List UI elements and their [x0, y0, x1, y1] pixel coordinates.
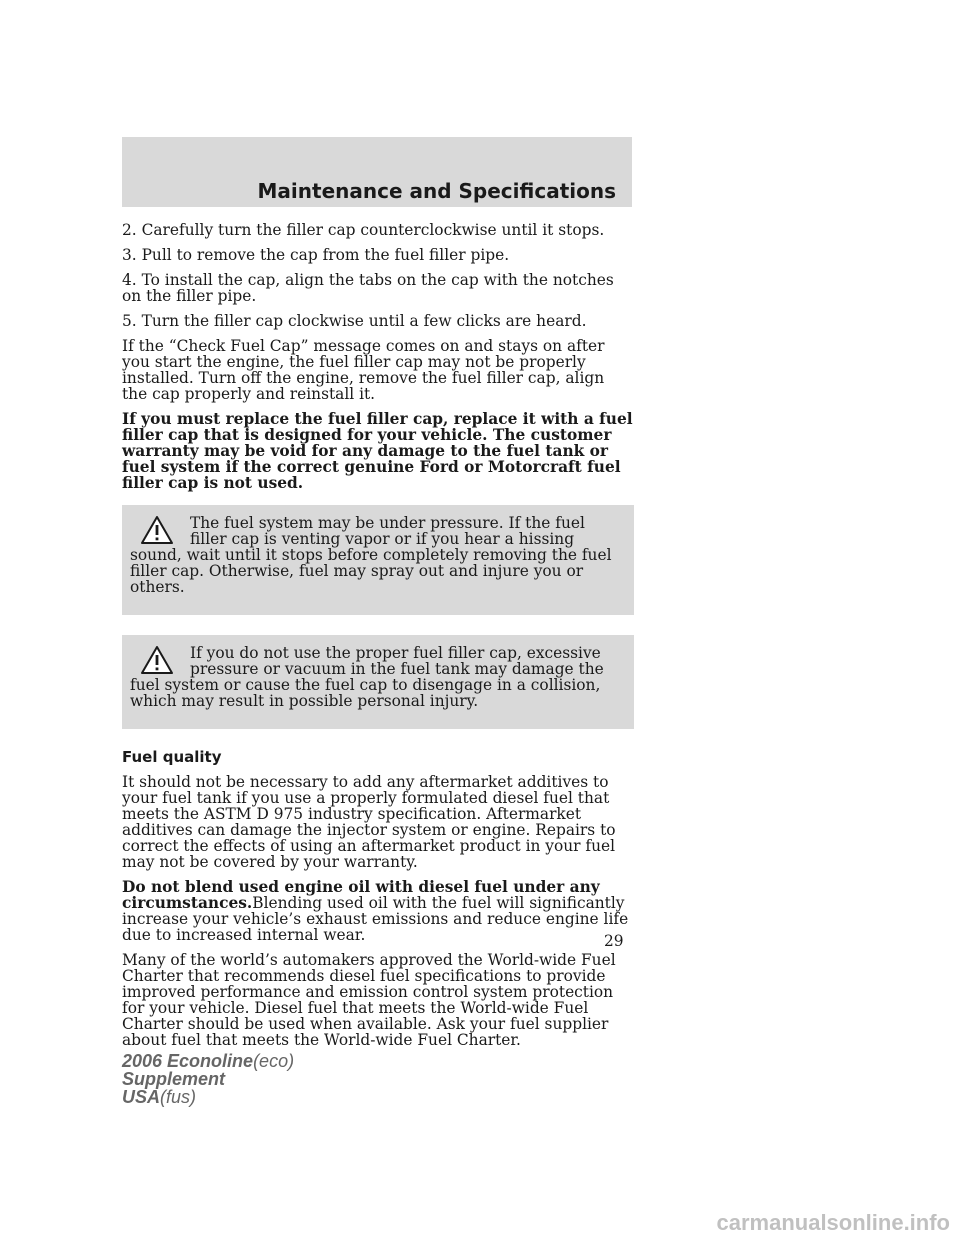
warning-box — [122, 635, 634, 729]
blend-bold-lead: Do not blend used engine oil with diesel fuel under any circumstances. — [122, 878, 600, 912]
section-header-band — [122, 137, 632, 207]
footer-model: 2006 Econoline — [122, 1051, 254, 1071]
fuel-charter-paragraph: Many of the world’s automakers approved the World-wide Fuel Charter that recommends diesel fuel specifications to provide improved performance and emission control system protection for your vehicle. Diesel fuel that meets the World-wide Fuel Charter should be used when available. Ask your fuel supplier about fuel that meets the World-wide Fuel Charter. — [122, 951, 616, 1049]
step-5: 5. Turn the filler cap clockwise until a few clicks are heard. — [122, 312, 587, 330]
fuel-quality-paragraph: It should not be necessary to add any aftermarket additives to your fuel tank if you use a properly formulated diesel fuel that meets the ASTM D 975 industry specification. Aftermarket additives can damage the injector system or engine. Repairs to correct the effects of using an aftermarket product in your fuel may not be covered by your warranty. — [122, 773, 616, 871]
blend-paragraph — [122, 879, 634, 943]
warning-text: If you do not use the proper fuel filler cap, excessive pressure or vacuum in the fuel tank may damage the fuel system or cause the fuel cap to disengage in a collision, which may result in possible personal injury. — [130, 644, 604, 710]
section-title: Maintenance and Specifications — [257, 179, 616, 203]
check-fuel-cap-paragraph: If the “Check Fuel Cap” message comes on and stays on after you start the engine, the fuel filler cap may not be properly installed. Turn off the engine, remove the fuel filler cap, align the cap properly and reinstall it. — [122, 337, 605, 403]
warning-box — [122, 505, 634, 615]
warning-text: The fuel system may be under pressure. If the fuel filler cap is venting vapor or if you hear a hissing sound, wait until it stops before completely removing the fuel filler cap. Otherwise, fuel may spray out and injure you or others. — [130, 514, 612, 596]
footer-market-code: (fus) — [160, 1087, 197, 1107]
page-content — [122, 222, 634, 1057]
footer-supplement: Supplement — [122, 1069, 226, 1089]
replace-cap-notice: If you must replace the fuel filler cap, replace it with a fuel filler cap that is designed for your vehicle. The customer warranty may be void for any damage to the fuel tank or fuel system if the correct genuine Ford or Motorcraft fuel filler cap is not used. — [122, 410, 633, 492]
footer-model-code: (eco) — [253, 1051, 295, 1071]
step-2: 2. Carefully turn the filler cap counterclockwise until it stops. — [122, 221, 605, 239]
footer-edition — [122, 1052, 294, 1106]
step-4: 4. To install the cap, align the tabs on the cap with the notches on the filler pipe. — [122, 271, 614, 305]
warning-triangle-icon — [140, 645, 174, 675]
site-watermark: carmanualsonline.info — [716, 1210, 950, 1235]
warning-triangle-icon — [140, 515, 174, 545]
step-3: 3. Pull to remove the cap from the fuel filler pipe. — [122, 246, 510, 264]
blend-body: Blending used oil with the fuel will significantly increase your vehicle’s exhaust emissions and reduce engine life due to increased internal wear. — [122, 894, 629, 944]
fuel-quality-heading: Fuel quality — [122, 748, 222, 766]
footer-market: USA — [122, 1087, 161, 1107]
page-number: 29 — [604, 932, 624, 950]
